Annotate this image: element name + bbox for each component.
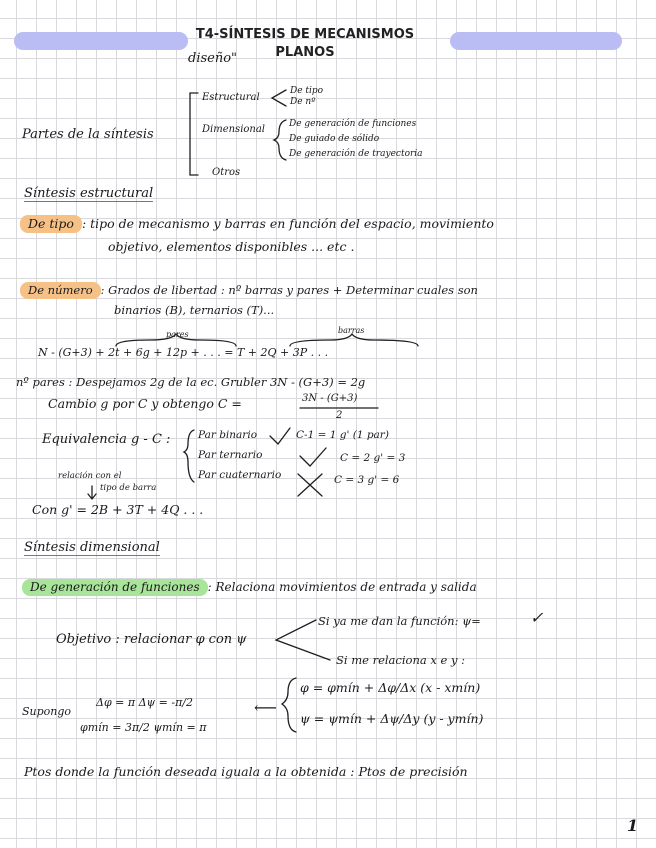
tipo-text-2: objetivo, elementos disponibles ... etc . — [108, 239, 355, 254]
numero-row — [20, 285, 478, 297]
final-text: Ptos donde la función deseada iguala a la obtenida : Ptos de precisión — [24, 764, 468, 779]
fraction-denominator: 2 — [336, 410, 343, 421]
gen-row — [22, 581, 477, 593]
dim-item-1: De generación de funciones — [289, 119, 417, 129]
equiv-binario: Par binario — [198, 429, 258, 441]
check-binario-icon — [270, 428, 290, 444]
checkmark-icon: ✓ — [530, 608, 544, 627]
equivalencia-label: Equivalencia g - C : — [42, 432, 171, 447]
equiv-cuaternario-value: C = 3 g' = 6 — [334, 474, 400, 486]
title-line-1: T4-SÍNTESIS DE MECANISMOS — [195, 27, 415, 42]
supongo-label: Supongo — [22, 705, 72, 718]
tipo-small: De tipo — [290, 86, 324, 96]
gen-text: : Relaciona movimientos de entrada y salida — [207, 580, 477, 594]
dim-item-3: De generación de trayectoria — [289, 149, 423, 159]
sintesis-estructural-heading: Síntesis estructural — [24, 186, 154, 201]
equation-main: N - (G+3) + 2t + 6g + 12p + . . . = T + 2Q + 3P . . . — [38, 346, 329, 359]
branch-1: Si ya me dan la función: ψ= — [318, 614, 481, 628]
tipo-highlight: De tipo — [20, 215, 82, 233]
header-pill-right — [450, 32, 622, 50]
tipo-barra-note: tipo de barra — [100, 483, 157, 493]
equiv-cuaternario: Par cuaternario — [198, 469, 282, 481]
left-arrow-icon: ⟵ — [254, 698, 277, 717]
dimensional-brace — [274, 120, 286, 160]
partes-label: Partes de la síntesis — [22, 127, 154, 142]
supongo-line-1: Δφ = π Δψ = -π/2 — [96, 696, 194, 709]
tipo-text-1: : tipo de mecanismo y barras en función del espacio, movimiento — [81, 216, 494, 231]
overbrace-barras — [290, 334, 418, 346]
estructural-label: Estructural — [202, 92, 260, 103]
cambio-text: Cambio g por C y obtengo C = — [48, 396, 242, 411]
dimensional-label: Dimensional — [202, 124, 266, 135]
tipo-row — [20, 218, 494, 231]
brace-pares-label: pares — [166, 330, 189, 339]
relacion-note: relación con el — [58, 471, 122, 481]
fraction-numerator: 3N - (G+3) — [302, 393, 358, 404]
branch-2: Si me relaciona x e y : — [336, 653, 466, 667]
numero-small: De nº — [290, 97, 316, 107]
otros-label: Otros — [212, 167, 241, 178]
con-text: Con g' = 2B + 3T + 4Q . . . — [32, 502, 204, 517]
numero-highlight: De número — [20, 282, 101, 299]
title-line-2: PLANOS — [275, 45, 335, 60]
supongo-line-2: φmín = 3π/2 ψmín = π — [80, 721, 207, 734]
equiv-binario-value: C-1 = 1 g' (1 par) — [296, 429, 389, 441]
pares-text: nº pares : Despejamos 2g de la ec. Grubler 3N - (G+3) = 2g — [16, 375, 366, 389]
equiv-ternario: Par ternario — [198, 449, 263, 461]
dim-item-2: De guiado de sólido — [289, 134, 380, 144]
title-annotation: diseño" — [188, 51, 238, 66]
equiv-ternario-value: C = 2 g' = 3 — [340, 452, 406, 464]
check-ternario-icon — [300, 448, 326, 466]
sintesis-dimensional-heading: Síntesis dimensional — [24, 540, 160, 555]
numero-text-2: binarios (B), ternarios (T)... — [114, 303, 275, 317]
header-pill-left — [14, 32, 188, 50]
objetivo-text: Objetivo : relacionar φ con ψ — [56, 632, 247, 647]
equation-phi: φ = φmín + Δφ/Δx (x - xmín) — [300, 680, 481, 695]
relacion-arrow-head — [88, 494, 96, 499]
gen-highlight: De generación de funciones — [22, 579, 208, 596]
equation-psi: ψ = ψmín + Δψ/Δy (y - ymín) — [300, 711, 484, 726]
cross-cuaternario-icon — [298, 474, 322, 496]
system-brace — [282, 678, 296, 732]
estructural-angle — [272, 90, 286, 106]
page-number: 1 — [627, 816, 639, 835]
numero-text-1: : Grados de libertad : nº barras y pares + Determinar cuales son — [100, 283, 478, 297]
partes-bracket — [190, 93, 198, 175]
brace-barras-label: barras — [338, 326, 365, 335]
equivalencia-brace — [184, 430, 194, 482]
